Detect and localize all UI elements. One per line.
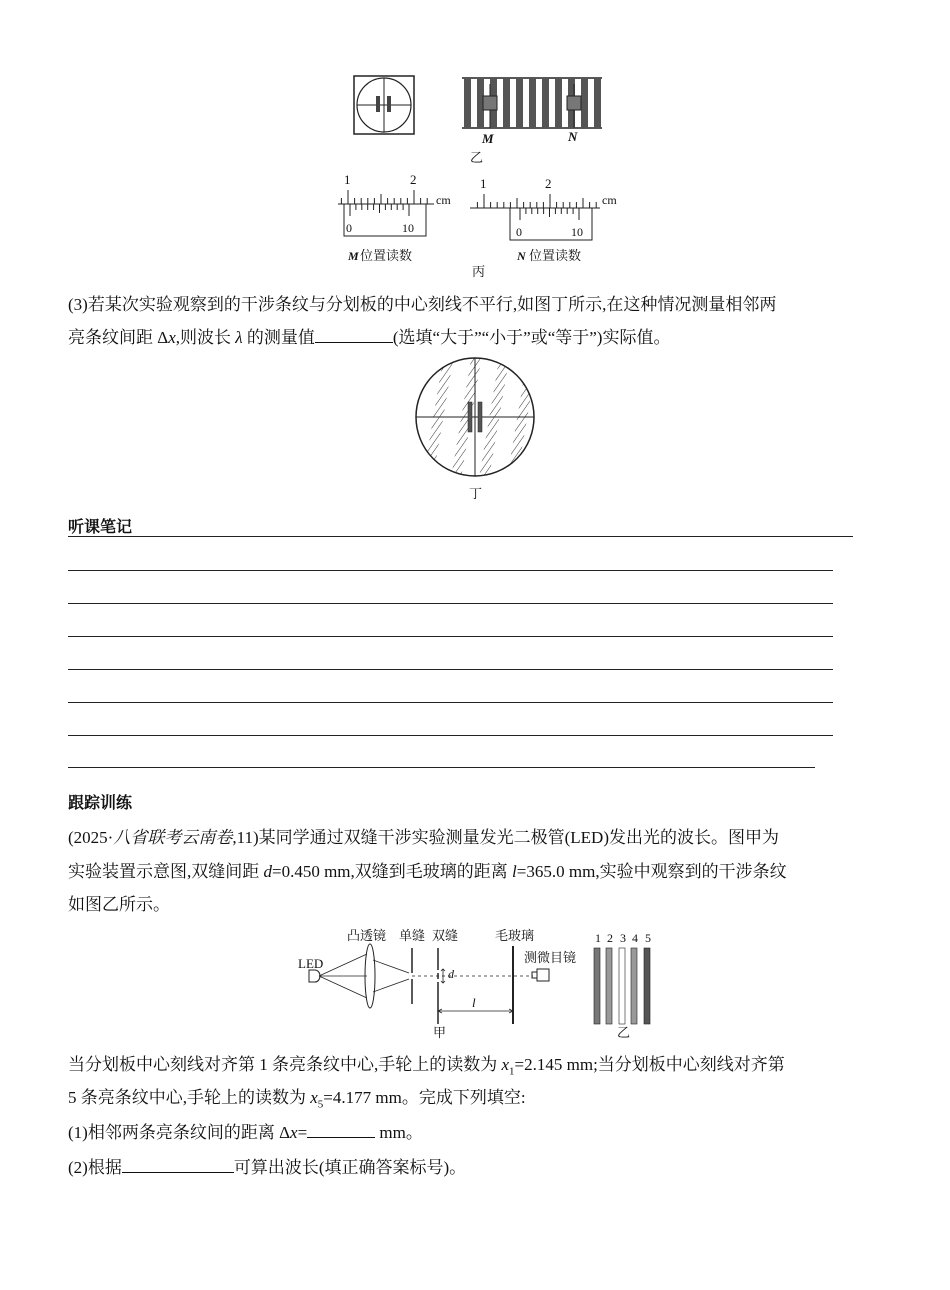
svg-text:位置读数: 位置读数	[360, 249, 413, 264]
label-double-slit: 双缝	[432, 929, 459, 944]
note-line[interactable]	[68, 735, 833, 736]
caption-yi: 乙	[470, 151, 484, 166]
svg-text:2: 2	[607, 931, 613, 945]
figure-ding	[410, 354, 540, 504]
svg-text:cm: cm	[602, 193, 617, 207]
answer-blank-q3[interactable]	[315, 324, 393, 343]
notes-rule	[68, 536, 853, 537]
label-l: l	[472, 995, 476, 1010]
svg-text:3: 3	[620, 931, 626, 945]
svg-text:2: 2	[545, 176, 552, 191]
label-single-slit: 单缝	[399, 929, 426, 944]
svg-text:1: 1	[595, 931, 601, 945]
vernier-m	[338, 172, 451, 264]
label-n: N	[568, 129, 578, 144]
note-line[interactable]	[68, 636, 833, 637]
practice-line1: (2025·八省联考云南卷,11)某同学通过双缝干涉实验测量发光二极管(LED)发出光的波长。图甲为	[68, 828, 779, 848]
question-2: (2)根据 可算出波长(填正确答案标号)。	[68, 1153, 466, 1183]
svg-text:M: M	[348, 249, 359, 263]
practice-line3: 如图乙所示。	[68, 895, 170, 914]
label-glass: 毛玻璃	[495, 929, 535, 944]
note-line[interactable]	[68, 570, 833, 571]
readings-line1: 当分划板中心刻线对齐第 1 条亮条纹中心,手轮上的读数为 $x_1=2.145$ mm;当分划板中心刻线对齐第	[68, 1055, 785, 1078]
question-1: (1)相邻两条亮条纹间的距离 Δx= mm。	[68, 1118, 423, 1148]
svg-text:N: N	[517, 249, 526, 263]
svg-text:0: 0	[516, 225, 522, 239]
caption-yi-apparatus: 乙	[617, 1026, 631, 1041]
svg-text:5: 5	[645, 931, 651, 945]
svg-text:1: 1	[344, 172, 351, 187]
q3-line1: (3)若某次实验观察到的干涉条纹与分划板的中心刻线不平行,如图丁所示,在这种情况测量相邻两	[68, 295, 777, 314]
svg-text:10: 10	[571, 225, 583, 239]
fringe-pattern-apparatus	[594, 931, 651, 1024]
note-line[interactable]	[68, 702, 833, 703]
practice-title: 跟踪训练	[68, 793, 133, 812]
notes-title: 听课笔记	[68, 517, 133, 536]
reticle-view	[354, 76, 414, 134]
svg-text:10: 10	[402, 221, 414, 235]
label-d: d	[448, 967, 454, 981]
note-line[interactable]	[68, 669, 833, 670]
svg-text:cm: cm	[436, 193, 451, 207]
svg-text:2: 2	[410, 172, 417, 187]
note-line[interactable]	[68, 767, 815, 768]
figure-reticle-and-vernier	[330, 70, 630, 280]
label-eyepiece: 测微目镜	[524, 951, 577, 966]
svg-text:4: 4	[632, 931, 638, 945]
label-m: M	[482, 131, 494, 146]
caption-jia: 甲	[433, 1026, 447, 1041]
note-line[interactable]	[68, 603, 833, 604]
label-lens: 凸透镜	[347, 929, 387, 944]
fringe-pattern-yi	[462, 78, 602, 128]
label-led: LED	[298, 956, 324, 971]
readings-line2: 5 条亮条纹中心,手轮上的读数为 $x_5=4.177$ mm。完成下列填空:	[68, 1088, 526, 1111]
answer-blank-q1[interactable]	[307, 1119, 375, 1138]
figure-apparatus	[295, 926, 665, 1046]
answer-blank-q2[interactable]	[122, 1154, 234, 1173]
caption-ding: 丁	[469, 487, 483, 502]
q3-line2: 亮条纹间距 Δx,则波长 λ 的测量值 (选填“大于”“小于”或“等于”)实际值。	[68, 323, 670, 353]
vernier-n	[470, 176, 617, 264]
svg-text:1: 1	[480, 176, 487, 191]
svg-text:0: 0	[346, 221, 352, 235]
practice-line2: 实验装置示意图,双缝间距 d=0.450 mm,双缝到毛玻璃的距离 l=365.0 mm,实验中观察到的干涉条纹	[68, 862, 787, 881]
svg-text:位置读数: 位置读数	[529, 249, 582, 264]
caption-bing: 丙	[472, 265, 486, 280]
